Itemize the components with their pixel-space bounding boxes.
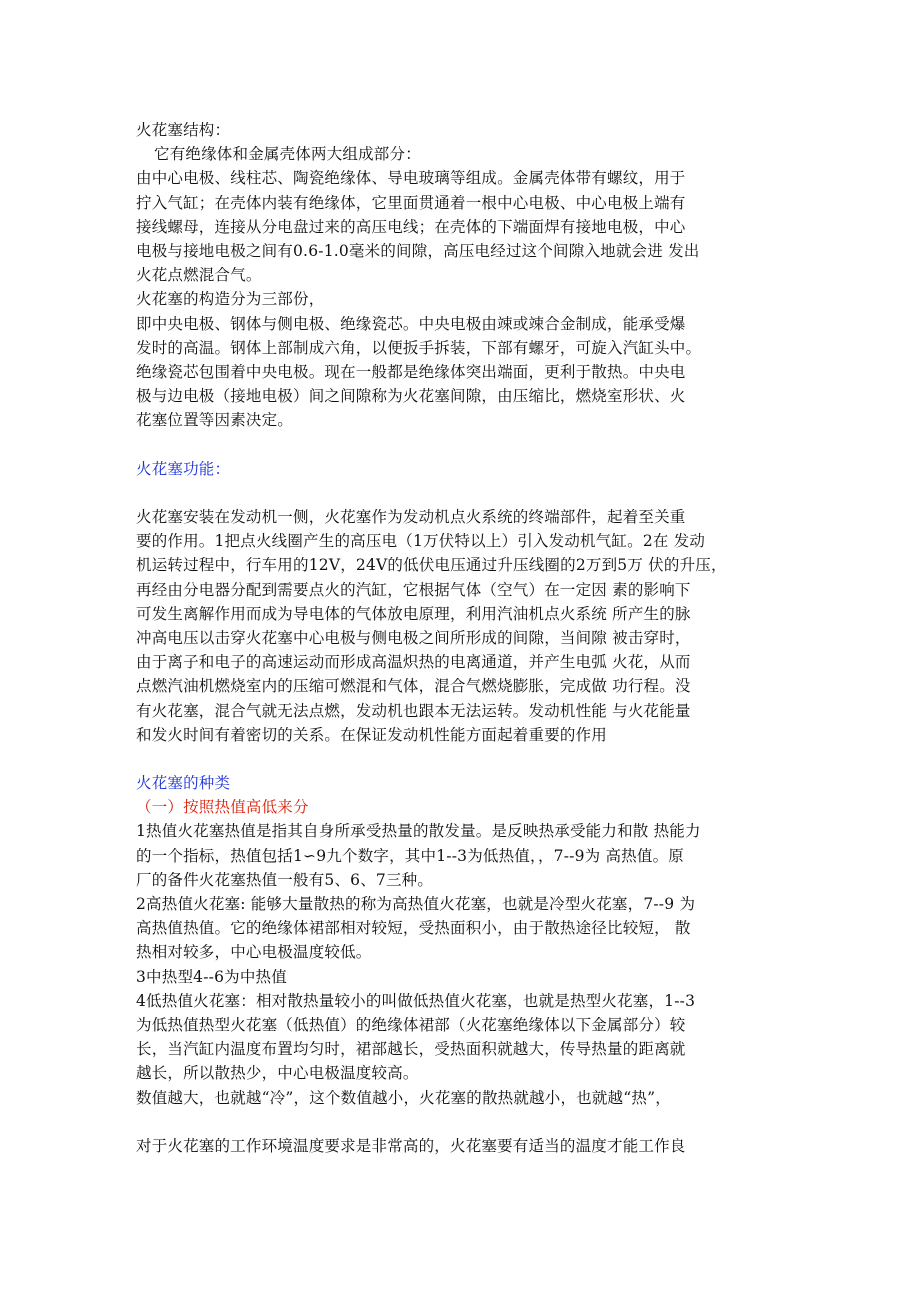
structure-title: 火花塞结构： — [136, 121, 231, 139]
function-line: 有火花塞，混合气就无法点燃，发动机也跟本无法运转。发动机性能 与火花能量 — [136, 701, 691, 720]
types-line: 4低热值火花塞：相对散热量较小的叫做低热值火花塞，也就是热型火花塞，1--3 — [136, 991, 696, 1010]
types-line: 高热值热值。它的绝缘体裙部相对较短，受热面积小，由于散热途径比较短， 散 — [136, 919, 691, 938]
function-line: 由于离子和电子的高速运动而形成高温炽热的电离通道，并产生电弧 火花，从而 — [136, 653, 691, 672]
types-line: 的一个指标，热值包括1∽9九个数字，其中1--3为低热值，，7--9为 高热值。原 — [136, 846, 684, 865]
types-line: 热相对较多，中心电极温度较低。 — [136, 943, 372, 962]
document-page — [136, 118, 798, 1158]
spacer — [136, 432, 798, 456]
structure-line: 花塞位置等因素决定。 — [136, 411, 294, 430]
structure-line: 它有绝缘体和金属壳体两大组成部分： — [154, 145, 421, 164]
types-line: 为低热值热型火花塞（低热值）的绝缘体裙部（火花塞绝缘体以下金属部分）较 — [136, 1015, 686, 1034]
types-line: 2高热值火花塞: 能够大量散热的称为高热值火花塞，也就是冷型火花塞，7--9 为 — [136, 895, 696, 913]
spacer — [136, 481, 798, 505]
function-line: 冲高电压以击穿火花塞中心电极与侧电极之间所形成的间隙，当间隙 被击穿时， — [136, 628, 691, 647]
types-line: 3中热型4--6为中热值 — [136, 967, 287, 986]
function-line: 点燃汽油机燃烧室内的压缩可燃混和气体，混合气燃烧膨胀，完成做 功行程。没 — [136, 677, 691, 696]
structure-line: 火花点燃混合气。 — [136, 266, 262, 285]
structure-line: 拧入气缸；在壳体内装有绝缘体，它里面贯通着一根中心电极、中心电极上端有 — [136, 193, 686, 212]
structure-line: 火花塞的构造分为三部份， — [136, 290, 325, 309]
types-line: 越长，所以散热少，中心电极温度较高。 — [136, 1064, 419, 1083]
function-line: 可发生离解作用而成为导电体的气体放电原理，利用汽油机点火系统 所产生的脉 — [136, 604, 691, 623]
structure-line: 极与边电极（接地电极）间之间隙称为火花塞间隙，由压缩比，燃烧室形状、火 — [136, 387, 686, 406]
structure-line: 发时的高温。钢体上部制成六角，以便扳手拆装，下部有螺牙，可旋入汽缸头中。 — [136, 338, 702, 357]
function-line: 机运转过程中，行车用的12V，24V的低伏电压通过升压线圈的2万到5万 伏的升压， — [136, 556, 727, 575]
function-line: 再经由分电器分配到需要点火的汽缸，它根据气体（空气）在一定因 素的影响下 — [136, 580, 691, 599]
types-subheading: （一）按照热值高低来分 — [136, 798, 309, 817]
function-line: 火花塞安装在发动机一侧，火花塞作为发动机点火系统的终端部件，起着至关重 — [136, 508, 686, 526]
types-line: 长，当汽缸内温度布置均匀时，裙部越长，受热面积就越大，传导热量的距离就 — [136, 1040, 686, 1059]
function-heading: 火花塞功能： — [136, 459, 231, 478]
types-heading: 火花塞的种类 — [136, 774, 231, 793]
spacer — [136, 1110, 798, 1134]
structure-line: 绝缘瓷芯包围着中央电极。现在一般都是绝缘体突出端面，更利于散热。中央电 — [136, 362, 686, 381]
spacer — [136, 747, 798, 771]
closing-line: 对于火花塞的工作环境温度要求是非常高的，火花塞要有适当的温度才能工作良 — [136, 1136, 686, 1155]
function-line: 要的作用。1把点火线圈产生的高压电（1万伏特以上）引入发动机气缸。2在 发动 — [136, 532, 706, 551]
types-line: 数值越大，也就越“冷”，这个数值越小，火花塞的散热就越小，也就越“热”， — [136, 1088, 671, 1107]
function-line: 和发火时间有着密切的关系。在保证发动机性能方面起着重要的作用 — [136, 725, 608, 744]
structure-line: 由中心电极、线柱芯、陶瓷绝缘体、导电玻璃等组成。金属壳体带有螺纹，用于 — [136, 169, 686, 188]
structure-line: 电极与接地电极之间有0.6-1.0毫米的间隙，高压电经过这个间隙入地就会进 发出 — [136, 241, 700, 260]
types-line: 厂的备件火花塞热值一般有5、6、7三种。 — [136, 870, 434, 889]
structure-line: 接线螺母，连接从分电盘过来的高压电线；在壳体的下端面焊有接地电极，中心 — [136, 217, 686, 236]
types-line: 1热值火花塞热值是指其自身所承受热量的散发量。是反映热承受能力和散 热能力 — [136, 822, 701, 841]
structure-line: 即中央电极、钢体与侧电极、绝缘瓷芯。中央电极由竦或竦合金制成，能承受爆 — [136, 314, 686, 333]
